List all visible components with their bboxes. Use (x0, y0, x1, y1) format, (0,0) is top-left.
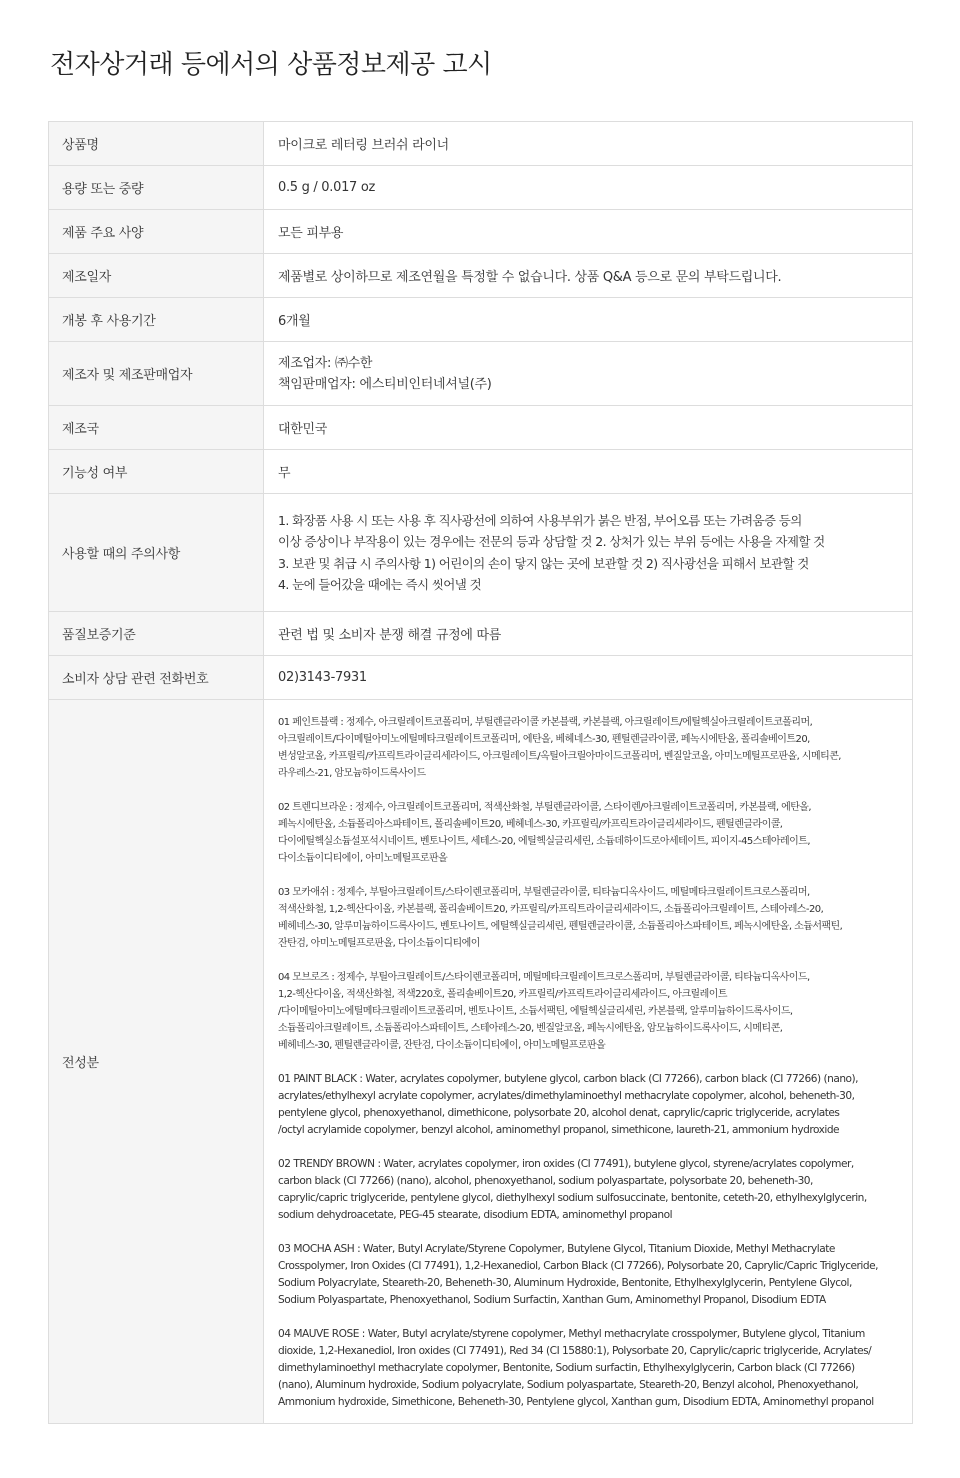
row-quality (49, 612, 913, 656)
ingredient-line: 04 MAUVE ROSE : Water, Butyl acrylate/styrene copolymer, Methyl methacrylate crosspolymer, Butylene glycol, Titanium (278, 1328, 865, 1340)
value-period: 6개월 (264, 298, 913, 342)
ingredient-line: 베헤네스-30, 알루미늄하이드록사이드, 벤토나이트, 에틸헥실글리세린, 펜틸렌글라이콜, 소듐폴리아스파테이트, 페녹시에탄올, 소듐서팩틴, (278, 921, 843, 932)
ingredient-line: 적색산화철, 1,2-헥산다이올, 카본블랙, 폴리솔베이트20, 카프릴릭/카프릭트라이글리세라이드, 소듐폴리아크릴레이트, 스테아레스-20, (278, 904, 824, 915)
row-product-name (49, 122, 913, 166)
ingredient-line: dimethylaminoethyl methacrylate copolymer, Bentonite, Sodium surfactin, Ethylhexylglycerin, Carbon black (CI 77266) (278, 1362, 855, 1374)
row-functional (49, 450, 913, 494)
ingredient-line: 페녹시에탄올, 소듐폴리아스파테이트, 폴리솔베이트20, 베헤네스-30, 카프릴릭/카프릭트라이글리세라이드, 펜틸렌글라이콜, (278, 819, 783, 830)
ingredient-line: 변성알코올, 카프릴릭/카프릭트라이글리세라이드, 아크릴레이트/옥틸아크릴아마이드코폴리머, 벤질알코올, 아미노메틸프로판올, 시메티콘, (278, 751, 841, 762)
manufacturer-line: 제조업자: ㈜수한 (278, 355, 373, 371)
label-product-name: 상품명 (49, 122, 264, 166)
row-manufacturer (49, 342, 913, 406)
ingredient-line: 04 모브로즈 : 정제수, 부틸아크릴레이트/스타이렌코폴리머, 메틸메타크릴레이트크로스폴리머, 부틸렌글라이콜, 티타늄디옥사이드, (278, 972, 810, 983)
ingredient-line: /다이메틸아미노에틸메타크릴레이트코폴리머, 벤토나이트, 소듐서팩틴, 에틸헥실글리세린, 카본블랙, 알루미늄하이드록사이드, (278, 1006, 793, 1017)
ingredient-line: (nano), Aluminum hydroxide, Sodium polyacrylate, Sodium polyaspartate, Steareth-20, Benzyl alcohol, Phenoxyethanol, (278, 1379, 859, 1391)
ingredient-line: caprylic/capric triglyceride, pentylene glycol, diethylhexyl sodium sulfosuccinate, bentonite, ceteth-20, ethylhexylglycerin, (278, 1192, 867, 1204)
ingredient-paragraph-ko (278, 714, 906, 782)
caution-line: 3. 보관 및 취급 시 주의사항 1) 어린이의 손이 닿지 않는 곳에 보관할 것 2) 직사광선을 피해서 보관할 것 (278, 555, 809, 571)
ingredient-line: 02 트렌디브라운 : 정제수, 아크릴레이트코폴리머, 적색산화철, 부틸렌글라이콜, 스타이렌/아크릴레이트코폴리머, 카본블랙, 에탄올, (278, 802, 812, 813)
ingredient-line: Sodium Polyacrylate, Steareth-20, Beheneth-30, Aluminum Hydroxide, Bentonite, Ethylhexylglycerin, Pentylene Glycol, (278, 1277, 852, 1289)
ingredient-line: 소듐폴리아크릴레이트, 소듐폴리아스파테이트, 스테아레스-20, 벤질알코올, 페녹시에탄올, 암모늄하이드록사이드, 시메티콘, (278, 1023, 783, 1034)
ingredient-paragraph-ko (278, 884, 906, 952)
label-phone: 소비자 상담 관련 전화번호 (49, 656, 264, 700)
ingredient-line: 02 TRENDY BROWN : Water, acrylates copolymer, iron oxides (CI 77491), butylene glycol, styrene/acrylates copolymer, (278, 1158, 854, 1170)
row-phone (49, 656, 913, 700)
value-country: 대한민국 (264, 406, 913, 450)
ingredient-line: dioxide, 1,2-Hexanediol, Iron oxides (CI 77491), Red 34 (CI 15880:1), Polysorbate 20, Caprylic/capric triglyceride, Acrylates/ (278, 1345, 872, 1357)
label-spec: 제품 주요 사양 (49, 210, 264, 254)
ingredient-line: 1,2-헥산다이올, 적색산화철, 적색220호, 폴리솔베이트20, 카프릴릭/카프릭트라이글리세라이드, 아크릴레이트 (278, 989, 727, 1000)
value-spec: 모든 피부용 (264, 210, 913, 254)
label-mfg-date: 제조일자 (49, 254, 264, 298)
value-functional: 무 (264, 450, 913, 494)
caution-line: 이상 증상이나 부작용이 있는 경우에는 전문의 등과 상담할 것 2. 상처가 있는 부위 등에는 사용을 자제할 것 (278, 534, 825, 549)
ingredient-line: Ammonium hydroxide, Simethicone, Beheneth-30, Pentylene glycol, Xanthan gum, Disodium EDTA, Aminomethyl propanol (278, 1396, 874, 1408)
ingredient-paragraph-en (278, 1071, 906, 1139)
row-country (49, 406, 913, 450)
value-caution (264, 494, 913, 612)
ingredient-paragraph-en (278, 1156, 906, 1224)
ingredient-paragraph-ko (278, 969, 906, 1054)
row-capacity (49, 166, 913, 210)
ingredient-line: 잔탄검, 아미노메틸프로판올, 다이소듐이디티에이 (278, 938, 480, 949)
product-info-table (48, 121, 913, 1424)
label-caution: 사용할 때의 주의사항 (49, 494, 264, 612)
ingredient-line: 다이에틸헥실소듐설포석시네이트, 벤토나이트, 세테스-20, 에틸헥실글리세린, 소듐데하이드로아세테이트, 피이지-45스테아레이트, (278, 836, 811, 847)
ingredient-line: pentylene glycol, phenoxyethanol, dimethicone, polysorbate 20, alcohol denat, caprylic/capric triglyceride, acrylates (278, 1107, 840, 1119)
value-quality: 관련 법 및 소비자 분쟁 해결 규정에 따름 (264, 612, 913, 656)
ingredient-line: /octyl acrylamide copolymer, benzyl alcohol, aminomethyl propanol, simethicone, laureth-21, ammonium hydroxide (278, 1124, 840, 1136)
label-period: 개봉 후 사용기간 (49, 298, 264, 342)
ingredient-line: 03 모카애쉬 : 정제수, 부틸아크릴레이트/스타이렌코폴리머, 부틸렌글라이콜, 티타늄디옥사이드, 메틸메타크릴레이트크로스폴리머, (278, 887, 810, 898)
value-manufacturer (264, 342, 913, 406)
ingredient-line: Crosspolymer, Iron Oxides (CI 77491), 1,2-Hexanediol, Carbon Black (CI 77266), Polysorbate 20, Caprylic/Capric Triglyceride, (278, 1260, 878, 1272)
row-spec (49, 210, 913, 254)
ingredient-line: 라우레스-21, 암모늄하이드록사이드 (278, 768, 426, 779)
ingredient-line: 01 PAINT BLACK : Water, acrylates copolymer, butylene glycol, carbon black (CI 77266), carbon black (CI 77266) (nano), (278, 1073, 859, 1085)
row-mfg-date (49, 254, 913, 298)
ingredient-line: 베헤네스-30, 펜틸렌글라이콜, 잔탄검, 다이소듐이디티에이, 아미노메틸프로판올 (278, 1040, 606, 1051)
value-phone: 02)3143-7931 (264, 656, 913, 700)
label-manufacturer: 제조자 및 제조판매업자 (49, 342, 264, 406)
label-country: 제조국 (49, 406, 264, 450)
value-product-name: 마이크로 레터링 브러쉬 라이너 (264, 122, 913, 166)
row-ingredients (49, 700, 913, 1424)
ingredient-line: Sodium Polyaspartate, Phenoxyethanol, Sodium Surfactin, Xanthan Gum, Aminomethyl Propanol, Disodium EDTA (278, 1294, 826, 1306)
ingredient-paragraph-ko (278, 799, 906, 867)
ingredients-list (278, 700, 906, 1423)
value-ingredients (264, 700, 913, 1424)
ingredient-paragraph-en (278, 1326, 906, 1411)
row-caution (49, 494, 913, 612)
ingredient-line: carbon black (CI 77266) (nano), alcohol, phenoxyethanol, sodium polyaspartate, polysorbate 20, beheneth-30, (278, 1175, 813, 1187)
row-period (49, 298, 913, 342)
caution-line: 4. 눈에 들어갔을 때에는 즉시 씻어낼 것 (278, 577, 482, 592)
value-mfg-date: 제품별로 상이하므로 제조연월을 특정할 수 없습니다. 상품 Q&A 등으로 문의 부탁드립니다. (264, 254, 913, 298)
ingredient-line: 01 페인트블랙 : 정제수, 아크릴레이트코폴리머, 부틸렌글라이콜 카본블랙, 카본블랙, 아크릴레이트/에틸헥실아크릴레이트코폴리머, (278, 717, 813, 728)
label-quality: 품질보증기준 (49, 612, 264, 656)
ingredient-line: 다이소듐이디티에이, 아미노메틸프로판올 (278, 853, 448, 864)
page-title: 전자상거래 등에서의 상품정보제공 고시 (50, 50, 492, 80)
caution-line: 1. 화장품 사용 시 또는 사용 후 직사광선에 의하여 사용부위가 붉은 반점, 부어오름 또는 가려움증 등의 (278, 512, 802, 528)
ingredient-line: sodium dehydroacetate, PEG-45 stearate, disodium EDTA, aminomethyl propanol (278, 1209, 673, 1221)
seller-line: 책임판매업자: 에스티비인터네셔널(주) (278, 376, 492, 392)
label-capacity: 용량 또는 중량 (49, 166, 264, 210)
ingredient-line: 03 MOCHA ASH : Water, Butyl Acrylate/Styrene Copolymer, Butylene Glycol, Titanium Dioxide, Methyl Methacrylate (278, 1243, 835, 1255)
ingredient-line: acrylates/ethylhexyl acrylate copolymer, acrylates/dimethylaminoethyl methacrylate copolymer, alcohol, beheneth-30, (278, 1090, 855, 1102)
ingredient-paragraph-en (278, 1241, 906, 1309)
ingredient-line: 아크릴레이트/다이메틸아미노에틸메타크릴레이트코폴리머, 에탄올, 베헤네스-30, 펜틸렌글라이콜, 페녹시에탄올, 폴리솔베이트20, (278, 734, 810, 745)
label-ingredients: 전성분 (49, 700, 264, 1424)
value-capacity: 0.5 g / 0.017 oz (264, 166, 913, 210)
label-functional: 기능성 여부 (49, 450, 264, 494)
